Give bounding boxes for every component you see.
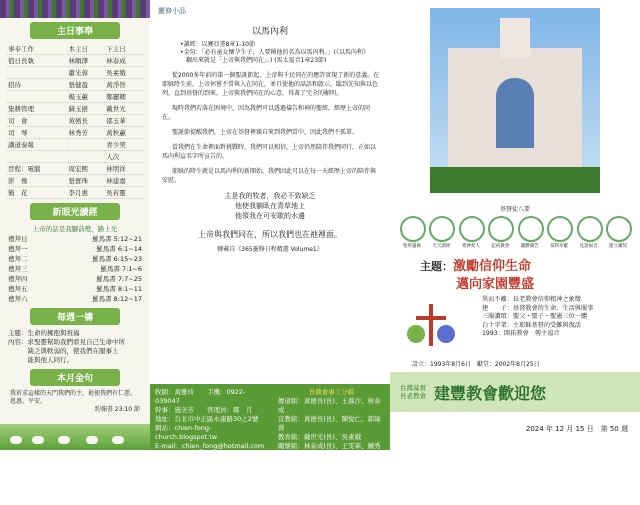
essential-item: 聖經靈修 (400, 216, 424, 249)
essential-icon (400, 216, 426, 242)
contact-box (150, 384, 390, 504)
middle-panel (150, 0, 390, 504)
essential-icon (577, 216, 603, 242)
table-row: 集耕管理 蘇玉巒 戴世光 (7, 103, 143, 115)
sheep-illustration (0, 424, 150, 450)
essential-icon (429, 216, 455, 242)
essential-item: 愛神愛人 (459, 216, 483, 249)
essential-item: 見證福音 (577, 216, 601, 249)
table-row: 簡 花 李月惠 吳若靈 (7, 187, 143, 199)
left-panel (0, 0, 150, 450)
table-row: 楊玉蕙 鄭麗卿 (7, 91, 143, 103)
table-row: 招待 張健盈 黃淨智 (7, 79, 143, 91)
prayer-title: 每週一禱 (30, 308, 120, 325)
summary-quote: 上帝與我們同在，所以我們也在祂裡面。 (198, 230, 342, 239)
article-body (150, 71, 390, 185)
paragraph: 耶穌的降生就是以馬內利的新開始，我們因此可以在每一天經歷上帝的陪伴與安慰。 (162, 168, 377, 184)
list-item: 禮拜日 羅馬書 5:12~21 (8, 235, 142, 243)
prayer-text: 主題：生命的擁抱與祝福 內容：求聖靈幫助我們看見自己生命中所 缺乏與軟弱的，使我們在服事上 能與他人同行。 (8, 329, 125, 364)
paragraph: 從2000多年前的第一個聖誕節起，上帝與千民同在的應許實現了新的意義。在耶穌降生前，上帝何嘗不常與人在同在，並且使他的話語和啟示，臨到先知與以色列，直到基督的到來，上帝與我們同在的心意，得著了完全的顯明。 (162, 72, 380, 97)
table-header: 事奉工作 本主日 下主日 (7, 43, 143, 55)
news-subtitle: 上帝的話是我腳前燈，路上光 (32, 225, 118, 233)
table-row: 晉程：電腦 周宏熙 林明祥 (7, 163, 143, 175)
trees (430, 167, 600, 193)
list-item: 禮拜一 羅馬書 6:1~14 (8, 245, 142, 253)
list-item: 禮拜二 羅馬書 6:15~23 (8, 255, 142, 263)
essential-icon (488, 216, 514, 242)
table-row: 蕭光蓉 吳素娥 (7, 67, 143, 79)
list-item: 禮拜六 羅馬書 8:12~17 (8, 295, 142, 303)
welcome-banner: 台灣基督 長老教會 建豐教會歡迎您 (390, 372, 640, 412)
church-photo (430, 8, 600, 193)
table-row: 影 像 張寶珠 林建嘉 (7, 175, 143, 187)
welcome-title: 建豐教會歡迎您 (434, 383, 547, 403)
vision-statement: 異而不離：長老教會信仰精神之象徵 建 子：基督教會的生命、生活與服事 三服讚頌：聖父・聖子・聖靈三位一體 白十字架：主耶穌基督的受難與復活 1993：開拓教會 傳主福音 (482, 296, 594, 338)
essential-icon (606, 216, 632, 242)
news-title: 新眼光讀經 (30, 203, 120, 220)
table-row: 司 會 黃巒長 邵玉華 (7, 115, 143, 127)
list-item: 禮拜五 羅馬書 8:1~11 (8, 285, 142, 293)
essential-icon (459, 216, 485, 242)
table-row: 值日長執 林順澤 林泰成 (7, 55, 143, 67)
sunday-title: 主日事奉 (30, 22, 120, 39)
right-panel (390, 0, 640, 450)
scripture-refs: •讀經：以賽亞書8章1-10節 •金句：「必有童女懷孕生子，人要稱他的名為以馬內利。」(《以馬內利》 翻出來就是「上帝與我們同在」。) (馬太福音1章23節) (180, 41, 369, 64)
list-item: 禮拜三 羅馬書 7:1~6 (8, 265, 142, 273)
section-label: 靈修小品 (158, 7, 186, 15)
reading-list (8, 224, 142, 304)
paragraph: 當我們在生命裡面對挑戰時，我們可以相信，上帝仍然陪伴我們同行，正如以馬內利這名字所宣告的。 (162, 144, 377, 160)
founded-date: 設立：1993年8月6日 獻堂：2002年8月25日 (412, 361, 540, 368)
church-logo-icon (402, 300, 460, 350)
verse-title: 本月金句 (30, 369, 120, 386)
table-row: 司 琴 林秀芳 黃秋蕙 (7, 127, 143, 139)
essential-item: 按時奉獻 (547, 216, 571, 249)
essential-icon (547, 216, 573, 242)
paragraph: 現時我們若落在困境中，因為我們可以透過禱告和神的聖經，經歷上帝的同在。 (162, 105, 371, 121)
theme: 主題：激勵信仰生命 邁向家園豐盛 (420, 259, 535, 292)
essential-item: 團體禱告 (518, 216, 542, 249)
source-note: 轉載自《365靈修日程精選 Volume1》 (217, 246, 323, 253)
church-contact: 牧師：黃雅玲 手機：0922-039047 幹事：施美芳 管理員：鄭 月 地址：台北市中正區永康路30之2號 網站：chien-fong-church.blogspot.tw E-mail：chien_fong@hotmail.com 電話：(02)-2321-6206 傳真：(02)-2341-8770 電話：02-7216207 統編：15573201 (155, 388, 265, 486)
essential-item: 起初教會 (488, 216, 512, 249)
grape-border (0, 0, 150, 18)
table-row: 講道奏報 青少契 (7, 139, 143, 151)
list-item: 禮拜四 羅馬書 7:7~25 (8, 275, 142, 283)
verse-text: 我祈求這樣的天門我們的主，祂使我們有仁慈、恩惠、平安。 約翰書 23:10 節 (10, 390, 140, 413)
committee: 長執會事工分組 傳道組：黃巒長(長)、王慕沙、林泰成 宣教組：黃巒長(長)、陳悅仁、郭綠蓉 教育組：戴世光(長)、吳素娥 關懷組：林泰成(長)、王雯華、鍾秀婷 財務組：黃淨智(長)、馬如菁 總務組：林順澤(長)、林順澤、吳若靈 行政組：許榮文(長)、鄭雅雯、傅君琪 (277, 388, 381, 504)
paragraph: 聖誕節提醒我們，上帝在基督裡親自來到我們當中，因此我們不孤單。 (172, 129, 359, 136)
eight-essentials: 基督徒八要 聖經靈修 天天讀經 愛神愛人 起初教會 團體禱告 按時奉獻 見證福音 建立團契 (400, 204, 630, 249)
bulletin-date: 2024 年 12 月 15 日 第 50 週 (525, 425, 628, 433)
article-title: 以馬內利 (251, 27, 288, 37)
essential-icon (518, 216, 544, 242)
table-row: 人次 (7, 151, 143, 163)
sunday-table (7, 43, 143, 199)
essential-item: 天天讀經 (429, 216, 453, 249)
essential-item: 建立團契 (606, 216, 630, 249)
poem: 主是我的牧者，我必不致缺乏 他使我躺臥在青草地上 他領我在可安歇的水邊 (224, 192, 316, 220)
